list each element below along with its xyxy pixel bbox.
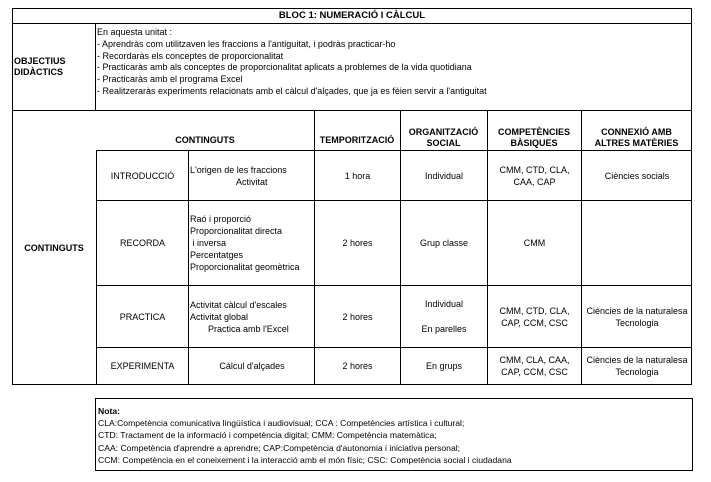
row-comp: CMM	[523, 238, 546, 248]
nota-line: CTD: Tractament de la informació i competència digital; CMM: Competència matemàtica;	[98, 430, 437, 441]
conn-line: Ciències de la naturalesa	[586, 355, 688, 365]
row-org: Individual	[424, 170, 464, 181]
row-time: 2 hores	[342, 311, 373, 322]
objectiu-item: - Practicaràs amb als conceptes de proporcionalitat aplicats a problemes de la vida quotidiana	[97, 62, 472, 73]
row-name: PRACTICA	[119, 311, 166, 322]
org-line: Individual	[424, 299, 464, 310]
objectius-intro: En aquesta unitat :	[97, 27, 173, 37]
content-line: Proporcionalitat geomètrica	[190, 262, 300, 272]
row-comp	[488, 151, 581, 200]
objectius-label	[12, 23, 96, 111]
comp-line: CMM, CLA, CAA,	[499, 355, 570, 365]
row-time: 2 hores	[342, 361, 373, 371]
content-line: Raó i proporció	[190, 214, 252, 224]
row-org	[401, 286, 487, 347]
header-organitzacio-line2: SOCIAL	[426, 138, 461, 148]
row-conn: Ciències socials	[604, 170, 670, 181]
row-comp	[488, 348, 581, 384]
row-conn	[582, 286, 692, 347]
row-contents	[190, 286, 314, 347]
objectiu-item: - Practicaràs amb el programa Excel	[97, 74, 243, 85]
nota-label: Nota:	[98, 406, 120, 416]
row-name: EXPERIMENTA	[110, 361, 175, 371]
nota-line: CLA:Competència comunicativa lingüística i audiovisual; CCA : Competències artística i cultural;	[98, 418, 465, 429]
grid-line	[188, 150, 189, 385]
comp-line: CMM, CTD, CLA,	[499, 164, 570, 175]
comp-line: CAP, CCM, CSC	[501, 317, 568, 328]
header-organitzacio	[400, 124, 487, 152]
header-temporitzacio: TEMPORITZACIÓ	[319, 134, 395, 145]
content-line: Activitat global	[190, 311, 249, 322]
header-continguts: CONTINGUTS	[175, 134, 235, 145]
row-time: 1 hora	[344, 170, 371, 181]
row-org: Grup classe	[419, 238, 469, 248]
objectiu-item: - Recordaràs els conceptes de proporcionalitat	[97, 50, 284, 61]
comp-line: CAA, CAP	[513, 176, 556, 187]
comp-line: CMM, CTD, CLA,	[499, 305, 570, 316]
row-contents: Càlcul d'alçades	[219, 361, 285, 371]
conn-line: Ciències de la naturalesa	[586, 305, 688, 316]
row-name: INTRODUCCIÓ	[110, 170, 175, 181]
org-line: En parelles	[421, 323, 467, 334]
content-line: Practica amb l'Excel	[208, 323, 289, 334]
conn-line: Tecnologia	[615, 317, 659, 328]
objectius-label-line2: DIDÀCTICS	[14, 67, 63, 77]
header-competencies-line2: BÀSIQUES	[510, 138, 558, 148]
header-connexio	[581, 124, 692, 152]
bloc-title: BLOC 1: NUMERACIÓ I CÀLCUL	[12, 8, 692, 24]
content-line: L'origen de les fraccions	[190, 164, 287, 175]
row-org: En grups	[425, 361, 463, 371]
continguts-section-label: CONTINGUTS	[24, 243, 84, 253]
row-contents	[190, 151, 314, 200]
objectiu-item: - Aprendràs com utilitzaven les fraccions a l'antiguitat, i podràs practicar-ho	[97, 38, 396, 49]
content-line: Proporcionalitat directa	[190, 226, 283, 236]
comp-line: CAP, CCM, CSC	[501, 367, 568, 377]
row-time: 2 hores	[342, 238, 373, 248]
nota-box	[95, 398, 693, 471]
content-line: i inversa	[190, 238, 227, 248]
objectiu-item: - Realitzeraràs experiments relacionats amb el càlcul d'alçades, que ja es fèien servir a l'antiguitat	[97, 85, 487, 96]
row-name: RECORDA	[119, 238, 165, 248]
objectius-label-line1: OBJECTIUS	[14, 56, 66, 66]
nota-line: CAA: Competència d'aprendre a aprendre; CAP:Competència d'autonomia i iniciativa personal;	[98, 442, 461, 453]
row-conn	[582, 348, 692, 384]
header-connexio-line1: CONNEXIÓ AMB	[601, 127, 672, 137]
content-line: Activitat càlcul d'escales	[190, 299, 287, 310]
header-competencies-line1: COMPETÈNCIES	[497, 127, 570, 137]
header-organitzacio-line1: ORGANITZACIÓ	[408, 127, 479, 137]
row-comp	[488, 286, 581, 347]
row-contents	[190, 201, 314, 285]
conn-line: Tecnologia	[615, 367, 659, 377]
content-line: Activitat	[236, 176, 268, 187]
header-competencies	[487, 124, 581, 152]
content-line: Percentatges	[190, 250, 244, 260]
header-connexio-line2: ALTRES MATÈRIES	[594, 138, 679, 148]
nota-line: CCM: Competència en el coneixement i la interacció amb el món físic; CSC: Competència social i ciudadana	[98, 454, 512, 465]
objectius-text	[97, 27, 687, 98]
